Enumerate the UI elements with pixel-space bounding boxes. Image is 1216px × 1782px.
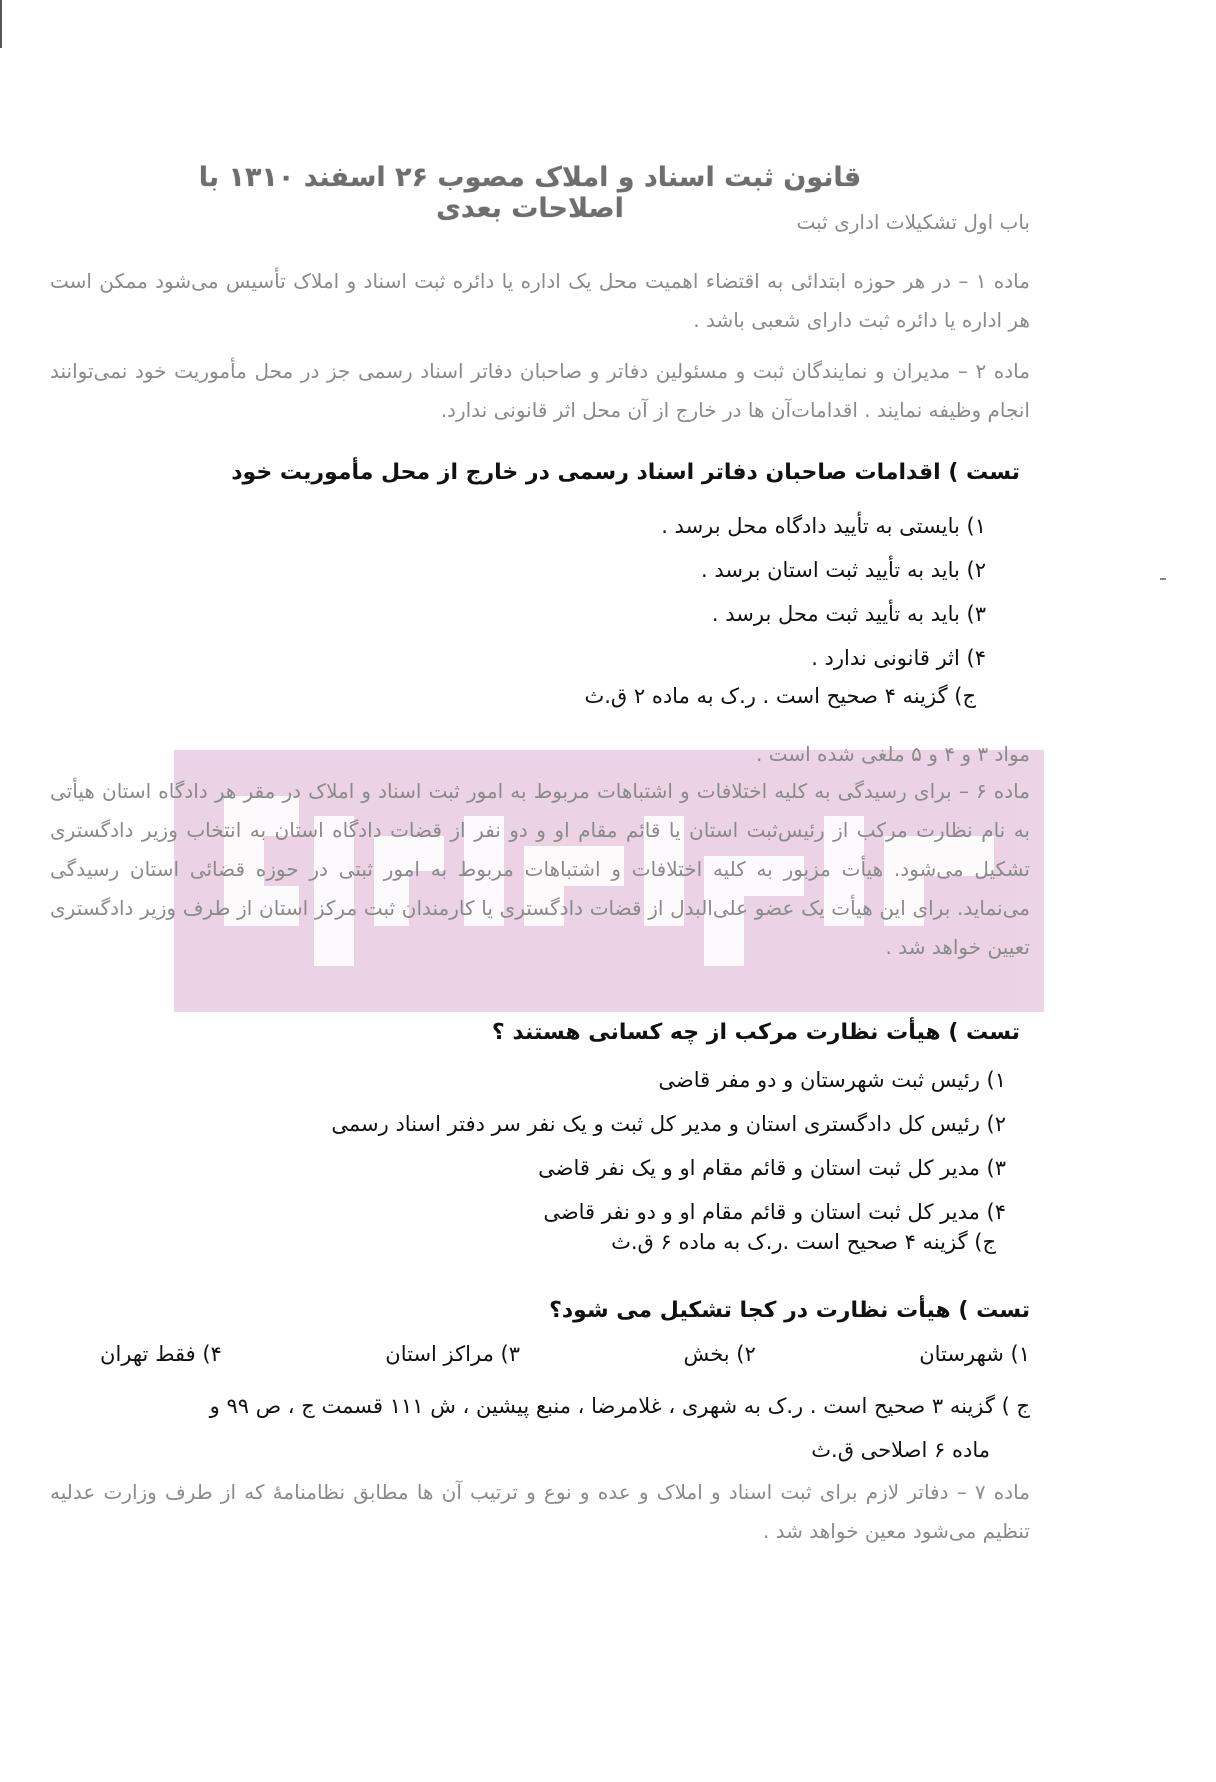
question-2-option-3: ۳) مدیر کل ثبت استان و قائم مقام او و یک نفر قاضی	[538, 1156, 1006, 1180]
question-1-option-2: ۲) باید به تأیید ثبت استان برسد .	[701, 558, 986, 582]
question-3-title: تست ) هیأت نظارت در کجا تشکیل می شود؟	[549, 1298, 1030, 1323]
question-2-options	[106, 1058, 1006, 1234]
question-1-option-3: ۳) باید به تأیید ثبت محل برسد .	[711, 602, 986, 626]
question-3-answer-line-1: ج ) گزینه ۳ صحیح است . ر.ک به شهری ، غلامرضا ، منبع پیشین ، ش ۱۱۱ قسمت ج ، ص ۹۹ و	[209, 1394, 1030, 1418]
page-title: قانون ثبت اسناد و املاک مصوب ۲۶ اسفند ۱۳۱۰ با اصلاحات بعدی	[198, 162, 862, 224]
article-1-text: ماده ۱ – در هر حوزه ابتدائی به اقتضاء اهمیت محل یک اداره یا دائره ثبت اسناد و املاک تأسیس می‌شود ممکن است هر اداره یا دائره ثبت دارای شعبی باشد .	[50, 269, 1030, 332]
question-1-options	[126, 504, 986, 680]
question-1-answer: ج) گزینه ۴ صحیح است . ر.ک به ماده ۲ ق.ث	[584, 684, 976, 708]
question-1-title: تست ) اقدامات صاحبان دفاتر اسناد رسمی در خارج از محل مأموریت خود	[231, 460, 1020, 485]
section-heading: باب اول تشکیلات اداری ثبت	[796, 210, 1030, 234]
question-1-option-4: ۴) اثر قانونی ندارد .	[811, 646, 986, 670]
question-3-answer-line-2: ماده ۶ اصلاحی ق.ث	[811, 1438, 990, 1462]
question-3-options	[100, 1342, 1030, 1366]
question-2-answer: ج) گزینه ۴ صحیح است .ر.ک به ماده ۶ ق.ث	[611, 1230, 996, 1254]
question-3-answer	[70, 1384, 1030, 1472]
question-3-option-4: ۴) فقط تهران	[100, 1342, 222, 1366]
question-1-option-1: ۱) بایستی به تأیید دادگاه محل برسد .	[661, 514, 986, 538]
scan-edge-line	[0, 0, 2, 48]
repealed-articles-note: مواد ۳ و ۴ و ۵ ملغی شده است .	[755, 742, 1030, 766]
article-6-text: ماده ۶ – برای رسیدگی به کلیه اختلافات و اشتباهات مربوط به امور ثبت اسناد و املاک در مقر هر دادگاه استان هیأتی به نام نظارت مرکب از رئیس‌ثبت استان یا قائم مقام او و دو نفر از قضات دادگاه استان به انتخاب وزیر دادگستری تشکیل می‌شود. هیأت مزبور به کلیه اختلافات و اشتباهات مربوط به امور ثبتی در حوزه قضائی استان رسیدگی می‌نماید. برای این هیأت یک عضو علی‌البدل از قضات دادگستری یا کارمندان ثبت مرکز استان از طرف وزیر دادگستری تعیین خواهد شد .	[50, 779, 1030, 959]
article-2-text: ماده ۲ – مدیران و نمایندگان ثبت و مسئولین دفاتر و صاحبان دفاتر اسناد رسمی جز در محل مأموریت خود نمی‌توانند انجام وظیفه نمایند . اقدامات‌آن ها در خارج از آن محل اثر قانونی ندارد.	[50, 359, 1030, 422]
question-2-option-1: ۱) رئیس ثبت شهرستان و دو مفر قاضی	[658, 1068, 1006, 1092]
question-2-option-2: ۲) رئیس کل دادگستری استان و مدیر کل ثبت و یک نفر سر دفتر اسناد رسمی	[331, 1112, 1006, 1136]
article-7-text: ماده ۷ – دفاتر لازم برای ثبت اسناد و املاک و عده و نوع و ترتیب آن ها مطابق نظامنامهٔ که از طرف وزارت عدلیه تنظیم می‌شود معین خواهد شد .	[50, 1480, 1030, 1543]
scan-speck	[1160, 578, 1166, 580]
question-3-option-3: ۳) مراکز استان	[385, 1342, 520, 1366]
question-3-option-2: ۲) بخش	[683, 1342, 756, 1366]
question-2-title: تست ) هیأت نظارت مرکب از چه کسانی هستند ؟	[491, 1020, 1020, 1045]
question-3-option-1: ۱) شهرستان	[919, 1342, 1030, 1366]
question-2-option-4: ۴) مدیر کل ثبت استان و قائم مقام او و دو نفر قاضی	[543, 1200, 1006, 1224]
